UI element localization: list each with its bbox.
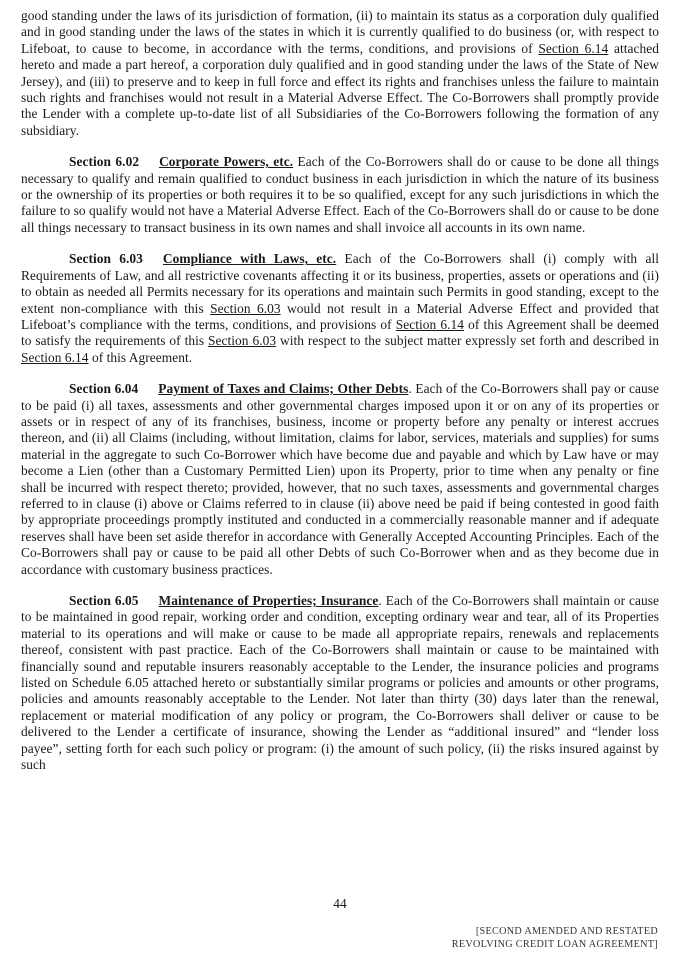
section-number: Section 6.04 (69, 381, 139, 397)
document-page (21, 8, 659, 773)
section-6-03 (21, 251, 659, 366)
section-reference: Section 6.14 (395, 316, 465, 332)
footer-line-2: REVOLVING CREDIT LOAN AGREEMENT] (451, 939, 658, 950)
section-body: Each of the Co-Borrowers shall do or cause to be done all things necessary to qualify and remain qualified to conduct business in each jurisdiction in which the nature of its business or the ownership of its properties or both requires it to be so qualified, except for any such jurisdictions in which the failure to so qualify would not have a Material Adverse Effect. Each of the Co-Borrowers shall do or cause to be done all things necessary to transact business in its own names and shall invoice all accounts in its own name. (21, 154, 659, 235)
section-body-4: with respect to the subject matter expressly set forth and described in (276, 333, 660, 349)
section-number: Section 6.05 (69, 593, 139, 608)
footer-line-1: [SECOND AMENDED AND RESTATED (475, 926, 658, 937)
opening-text-2: attached hereto and made a part hereof, a corporation duly qualified and in good standing under the laws of the State of New Jersey), and (iii) to preserve and to keep in full force and effect its rights and franchises unless the failure to maintain such rights and franchises would not result in a Material Adverse Effect. The Co-Borrowers shall promptly provide the Lender with a complete up-to-date list of all Subsidiaries of the Co-Borrowers following the formation of any subsidiary. (21, 40, 660, 138)
section-title: Maintenance of Properties; Insurance (158, 593, 379, 608)
section-title: Payment of Taxes and Claims; Other Debts (158, 381, 409, 397)
section-6-05 (21, 593, 659, 773)
section-title: Compliance with Laws, etc. (162, 251, 337, 267)
section-title: Corporate Powers, etc. (159, 154, 294, 170)
section-reference: Section 6.03 (210, 300, 281, 316)
section-reference: Section 6.14 (21, 349, 89, 365)
page-number: 44 (333, 896, 347, 911)
section-body: . Each of the Co-Borrowers shall maintain or cause to be maintained in good repair, working order and condition, excepting ordinary wear and tear, all of its Properties material to its operations and will make or cause to be made all appropriate repairs, renewals and replacements thereof, consistent with past practice. Each of the Co-Borrowers shall maintain or cause to be maintained with financially sound and reputable insurers reasonably acceptable to the Lender, the insurance policies and programs listed on Schedule 6.05 attached hereto or substantially similar programs or policies and amounts or other programs, policies and amounts reasonably acceptable to the Lender. Not later than thirty (30) days later than the renewal, replacement or material modification of any policy or program, the Co-Borrowers shall deliver or cause to be delivered to the Lender a certificate of insurance, showing the Lender as “additional insured” and “lender loss payee”, setting forth for each such policy or program: (i) the amount of such policy, (ii) the risks insured against by such (21, 593, 659, 773)
document-footer (452, 925, 658, 951)
opening-paragraph (21, 8, 659, 139)
section-number: Section 6.03 (69, 251, 143, 267)
section-body-5: of this Agreement. (88, 349, 193, 365)
section-6-04 (21, 381, 659, 578)
section-number: Section 6.02 (69, 154, 140, 170)
section-body-2: would not result in a Material Adverse Effect and provided that Lifeboat’s compliance with the terms, conditions, and provisions of (21, 300, 660, 332)
section-body-1: Each of the Co-Borrowers shall (i) comply with all Requirements of Law, and all restrictive covenants affecting it or its business, properties, assets or operations and (ii) to obtain as needed all Permits necessary for its operations and maintain such Permits in good standing, except to the extent non-compliance with this (21, 251, 659, 316)
section-reference: Section 6.14 (538, 40, 609, 56)
section-6-02 (21, 154, 659, 236)
section-body: . Each of the Co-Borrowers shall pay or cause to be paid (i) all taxes, assessments and other governmental charges imposed upon it or on any of its properties or assets or in respect of any of its franchises, business, income or property before any penalty or interest accrues thereon, and (ii) all Claims (including, without limitation, claims for labor, services, materials and supplies) for sums material in the aggregate to such Co-Borrower which have become due and payable and which by Law have or may become a Lien (other than a Customary Permitted Lien) upon its Property, prior to time when any penalty or fine shall be incurred with respect thereto; provided, however, that no such taxes, assessments and governmental charges referred to in clause (i) above or Claims referred to in clause (ii) above need be paid if being contested in good faith by appropriate proceedings promptly instituted and conducted in a commercially reasonable manner and if adequate reserves shall have been set aside therefor in accordance with Generally Accepted Accounting Principles. Each of the Co-Borrowers shall pay or cause to be paid all other Debts of such Co-Borrower when and as they become due in accordance with customary business practices. (21, 381, 659, 577)
opening-text-1: good standing under the laws of its jurisdiction of formation, (ii) to maintain its status as a corporation duly qualified and in good standing under the laws of the states in which it is currently qualified to do business (or, with respect to Lifeboat, to cause to become, in accordance with the terms, conditions, and provisions of (21, 8, 659, 56)
section-body-3: of this Agreement shall be deemed to satisfy the requirements of this (21, 316, 660, 349)
section-reference: Section 6.03 (208, 333, 277, 349)
